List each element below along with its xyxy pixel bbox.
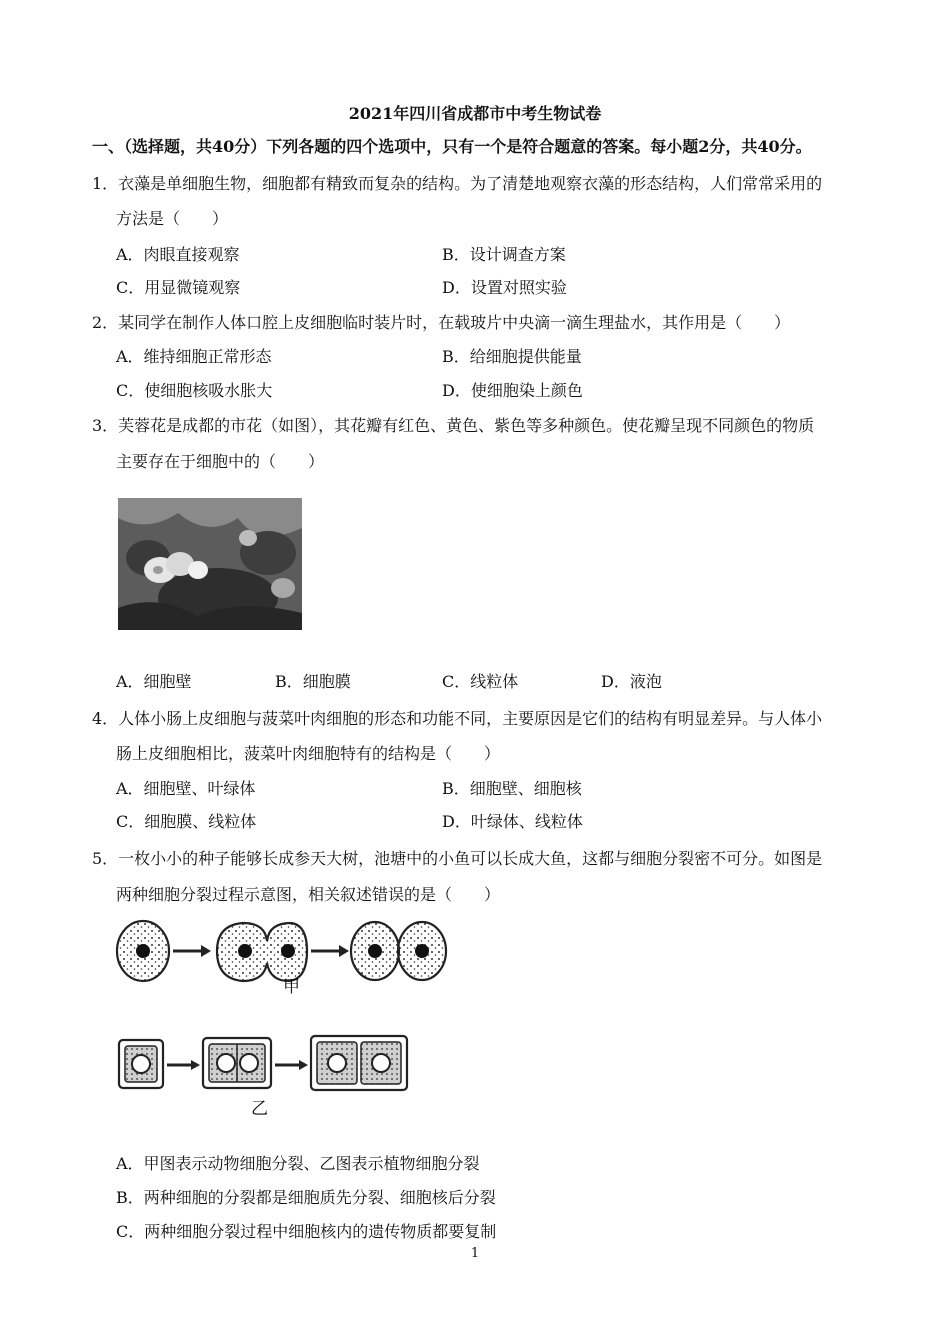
question-3-line-2: 主要存在于细胞中的（ ）	[116, 452, 325, 471]
question-2-option-c[interactable]: C．使细胞核吸水胀大	[116, 381, 273, 400]
question-4-line-2: 肠上皮细胞相比，菠菜叶肉细胞特有的结构是（ ）	[116, 744, 501, 763]
question-5-option-c[interactable]: C．两种细胞分裂过程中细胞核内的遗传物质都要复制	[116, 1222, 497, 1241]
arrow-icon	[173, 945, 211, 957]
question-2-option-d[interactable]: D．使细胞染上颜色	[442, 381, 583, 400]
question-4-option-a[interactable]: A．细胞壁、叶绿体	[116, 779, 256, 798]
question-3-line-1: 3．芙蓉花是成都的市花（如图），其花瓣有红色、黄色、紫色等多种颜色。使花瓣呈现不同颜色的物质	[92, 416, 815, 435]
question-1-option-b[interactable]: B．设计调查方案	[442, 245, 566, 264]
question-5-line-1: 5．一枚小小的种子能够长成参天大树，池塘中的小鱼可以长成大鱼，这都与细胞分裂密不可分。如图是	[92, 849, 823, 868]
arrow-icon	[167, 1060, 200, 1070]
figure-label-jia: 甲	[283, 977, 300, 997]
hibiscus-flower-photo	[118, 498, 302, 630]
question-3-option-c[interactable]: C．线粒体	[442, 672, 519, 691]
question-1-line-1: 1．衣藻是单细胞生物，细胞都有精致而复杂的结构。为了清楚地观察衣藻的形态结构，人们常常采用的	[92, 174, 823, 193]
question-3-option-b[interactable]: B．细胞膜	[275, 672, 351, 691]
question-4-option-d[interactable]: D．叶绿体、线粒体	[442, 812, 583, 831]
plant-cell-stage-1	[119, 1040, 163, 1088]
arrow-icon	[275, 1060, 308, 1070]
page-title: 2021年四川省成都市中考生物试卷	[348, 104, 602, 123]
figure-label-yi: 乙	[251, 1099, 268, 1119]
question-1-line-2: 方法是（ ）	[116, 209, 229, 228]
plant-cell-stage-2	[203, 1038, 271, 1088]
question-3-option-d[interactable]: D．液泡	[601, 672, 662, 691]
question-4-option-c[interactable]: C．细胞膜、线粒体	[116, 812, 257, 831]
question-4-option-b[interactable]: B．细胞壁、细胞核	[442, 779, 582, 798]
page-number: 1	[470, 1246, 480, 1261]
question-5-option-a[interactable]: A．甲图表示动物细胞分裂、乙图表示植物细胞分裂	[116, 1154, 480, 1173]
plant-cell-stage-3	[311, 1036, 407, 1090]
question-5-line-2: 两种细胞分裂过程示意图，相关叙述错误的是（ ）	[116, 885, 501, 904]
question-2-line-1: 2．某同学在制作人体口腔上皮细胞临时装片时，在载玻片中央滴一滴生理盐水，其作用是（ ）	[92, 313, 791, 332]
section-heading: 一、（选择题，共40分）下列各题的四个选项中，只有一个是符合题意的答案。每小题2分，共40分。	[92, 137, 812, 156]
question-1-option-d[interactable]: D．设置对照实验	[442, 278, 567, 297]
flower-image	[118, 498, 302, 630]
question-5-option-b[interactable]: B．两种细胞的分裂都是细胞质先分裂、细胞核后分裂	[116, 1188, 496, 1207]
question-2-option-b[interactable]: B．给细胞提供能量	[442, 347, 582, 366]
question-3-option-a[interactable]: A．细胞壁	[116, 672, 192, 691]
plant-cell-division-diagram	[115, 1032, 415, 1094]
question-1-option-c[interactable]: C．用显微镜观察	[116, 278, 241, 297]
question-2-option-a[interactable]: A．维持细胞正常形态	[116, 347, 272, 366]
question-4-line-1: 4．人体小肠上皮细胞与菠菜叶肉细胞的形态和功能不同，主要原因是它们的结构有明显差异。与人体小	[92, 709, 823, 728]
arrow-icon	[311, 945, 349, 957]
question-1-option-a[interactable]: A．肉眼直接观察	[116, 245, 240, 264]
animal-cell-stage-3	[351, 922, 446, 980]
animal-cell-stage-1	[117, 921, 169, 981]
